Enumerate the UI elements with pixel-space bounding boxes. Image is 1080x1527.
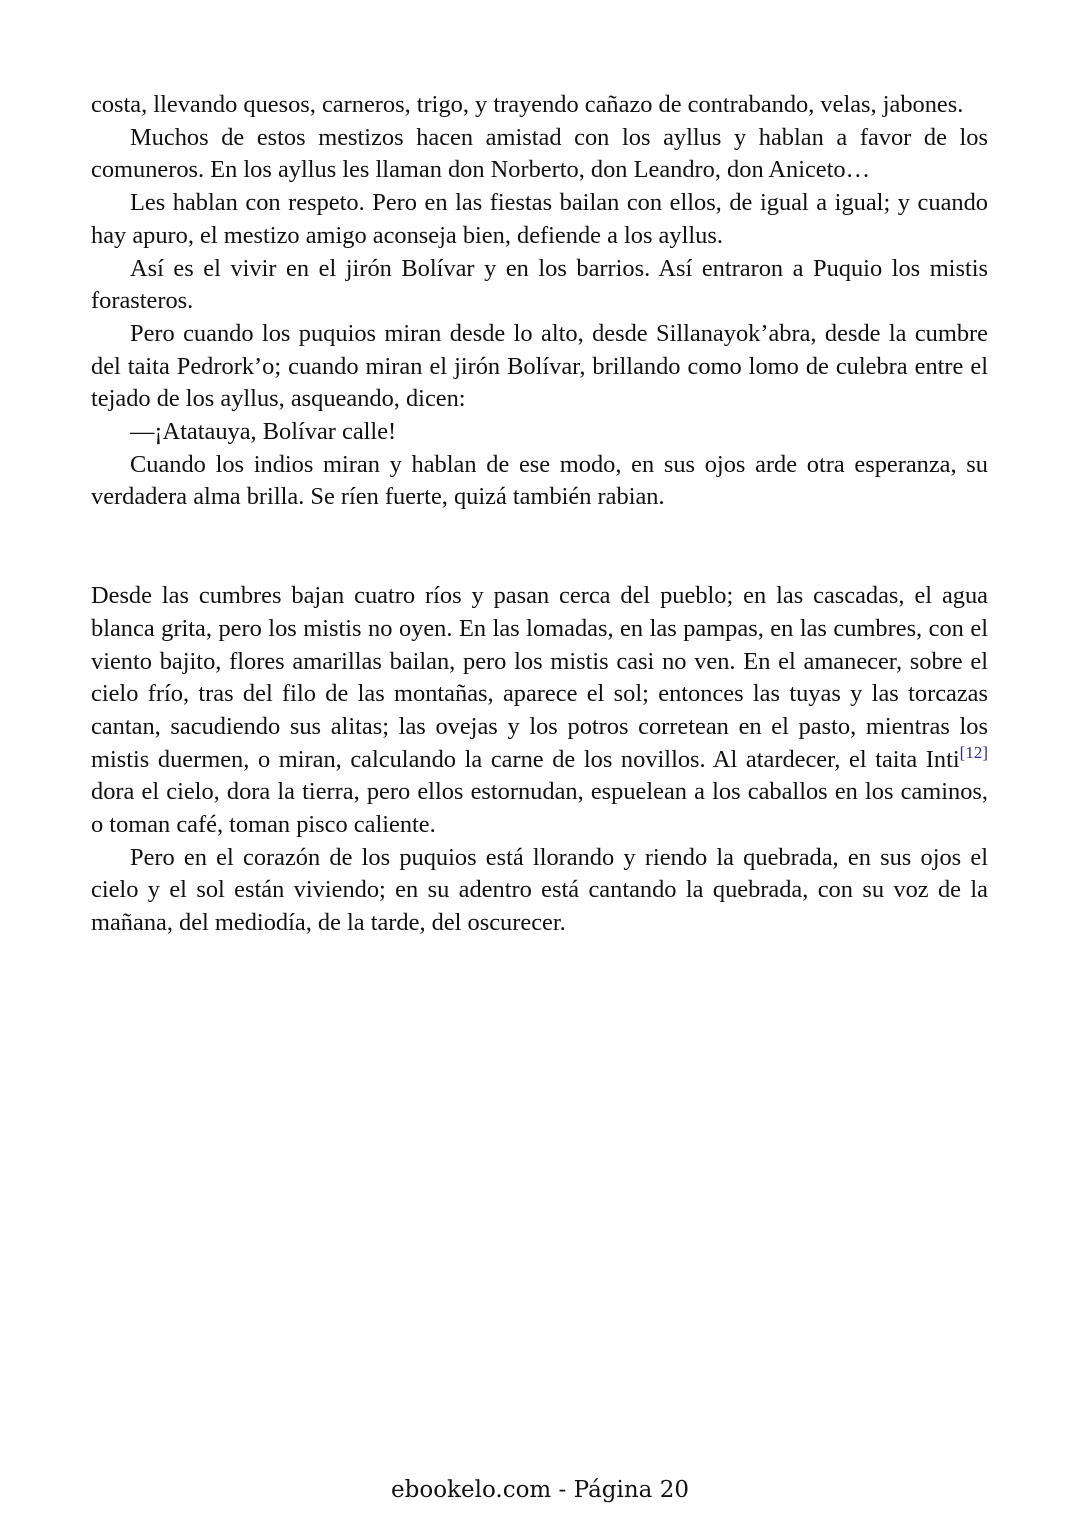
paragraph-rios-text-before: Desde las cumbres bajan cuatro ríos y pasan cerca del pueblo; en las cascadas, el agua blanca grita, pero los mistis no oyen. En las lomadas, en las pampas, en las cumbres, con el viento bajito, flores amarillas bailan, pero los mistis casi no ven. En el amanecer, sobre el cielo frío, tras del filo de las montañas, aparece el sol; entonces las tuyas y las torcazas cantan, sacudiendo sus alitas; las ovejas y los potros corretean en el pasto, mientras los mistis duermen, o miran, calculando la carne de los novillos. Al atardecer, el taita Inti (91, 582, 988, 773)
paragraph-vivir: Así es el vivir en el jirón Bolívar y en los barrios. Así entraron a Puquio los mistis forasteros. (91, 254, 988, 315)
section-rios (91, 580, 988, 940)
paragraph-dialogue: —¡Atatauya, Bolívar calle! (130, 418, 397, 446)
paragraph-puquios-miran: Pero cuando los puquios miran desde lo alto, desde Sillanayok’abra, desde la cumbre del taita Pedrork’o; cuando miran el jirón Bolívar, brillando como lomo de culebra entre el tejado de los ayllus, asqueando, dicen: (91, 319, 988, 413)
paragraph-corazon: Pero en el corazón de los puquios está llorando y riendo la quebrada, en sus ojos el cielo y el sol están viviendo; en su adentro está cantando la quebrada, con su voz de la mañana, del mediodía, de la tarde, del oscurecer. (91, 843, 988, 937)
paragraph-rios-text-after: dora el cielo, dora la tierra, pero ellos estornudan, espuelean a los caballos en los caminos, o toman café, toman pisco caliente. (91, 778, 988, 839)
paragraph-esperanza: Cuando los indios miran y hablan de ese modo, en sus ojos arde otra esperanza, su verdadera alma brilla. Se ríen fuerte, quizá también rabian. (91, 450, 988, 511)
paragraph-mestizos: Muchos de estos mestizos hacen amistad con los ayllus y hablan a favor de los comuneros. En los ayllus les llaman don Norberto, don Leandro, don Aniceto… (91, 123, 988, 184)
section-break (91, 514, 988, 580)
footnote-link-12[interactable]: [12] (959, 742, 988, 762)
section-continuation (91, 89, 988, 514)
page-body (91, 89, 988, 940)
paragraph-costa: costa, llevando quesos, carneros, trigo, y trayendo cañazo de contrabando, velas, jabones. (91, 91, 964, 118)
page-footer: ebookelo.com - Página 20 (391, 1477, 689, 1503)
paragraph-rios (91, 580, 988, 842)
paragraph-respeto: Les hablan con respeto. Pero en las fiestas bailan con ellos, de igual a igual; y cuando hay apuro, el mestizo amigo aconseja bien, defiende a los ayllus. (91, 189, 988, 249)
